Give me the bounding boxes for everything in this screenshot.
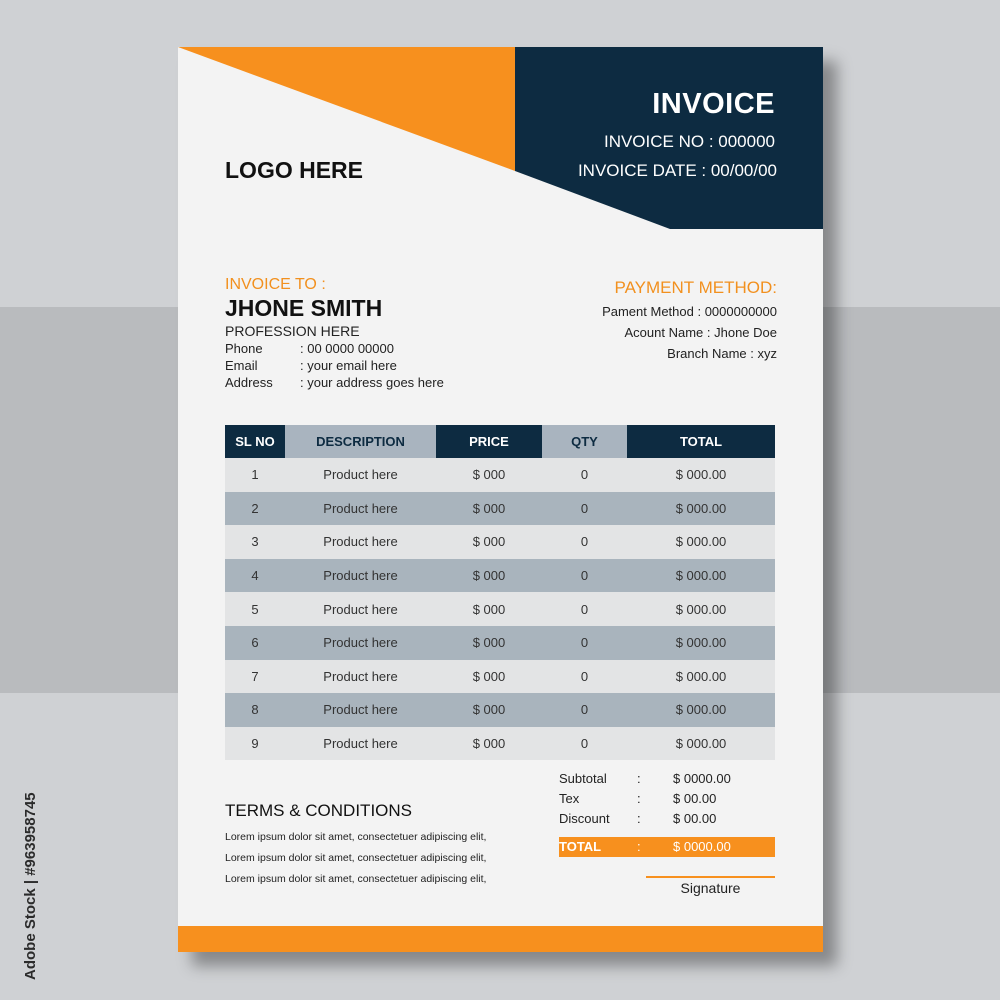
- sl-no-cell: 9: [225, 727, 285, 761]
- total-label: TOTAL: [559, 839, 602, 854]
- tax-value: $ 00.00: [673, 791, 717, 806]
- sl-no-cell: 2: [225, 492, 285, 526]
- client-name: JHONE SMITH: [225, 295, 383, 321]
- column-header-total: TOTAL: [627, 425, 775, 458]
- table-row: [225, 626, 775, 660]
- price-cell: $ 000: [436, 559, 542, 593]
- price-cell: $ 000: [436, 693, 542, 727]
- qty-cell: 0: [542, 525, 627, 559]
- separator: :: [637, 811, 641, 826]
- separator: :: [637, 771, 641, 786]
- grand-total-bar: [559, 837, 775, 857]
- total-cell: $ 000.00: [627, 525, 775, 559]
- price-cell: $ 000: [436, 458, 542, 492]
- subtotal-label: Subtotal: [559, 771, 607, 786]
- qty-cell: 0: [542, 492, 627, 526]
- column-header-description: DESCRIPTION: [285, 425, 436, 458]
- price-cell: $ 000: [436, 660, 542, 694]
- price-cell: $ 000: [436, 727, 542, 761]
- invoice-date: INVOICE DATE : 00/00/00: [577, 161, 777, 180]
- sl-no-cell: 3: [225, 525, 285, 559]
- sl-no-cell: 7: [225, 660, 285, 694]
- table-row: [225, 592, 775, 626]
- total-cell: $ 000.00: [627, 626, 775, 660]
- separator: :: [637, 791, 641, 806]
- signature-line: [646, 876, 775, 878]
- contact-value: : 00 0000 00000: [300, 341, 394, 356]
- contact-value: : your address goes here: [300, 375, 444, 390]
- sl-no-cell: 8: [225, 693, 285, 727]
- client-profession: PROFESSION HERE: [225, 323, 360, 339]
- total-cell: $ 000.00: [627, 592, 775, 626]
- description-cell: Product here: [285, 727, 436, 761]
- description-cell: Product here: [285, 693, 436, 727]
- terms-title: TERMS & CONDITIONS: [225, 801, 413, 820]
- table-row: [225, 660, 775, 694]
- discount-value: $ 00.00: [673, 811, 717, 826]
- terms-line: Lorem ipsum dolor sit amet, consectetuer adipiscing elit,: [225, 831, 487, 843]
- tax-row: [559, 791, 731, 811]
- column-header-sl-no: SL NO: [225, 425, 285, 458]
- items-table: [225, 425, 775, 760]
- description-cell: Product here: [285, 592, 436, 626]
- sl-no-cell: 6: [225, 626, 285, 660]
- tax-label: Tex: [559, 791, 580, 806]
- subtotal-value: $ 0000.00: [673, 771, 731, 786]
- price-cell: $ 000: [436, 492, 542, 526]
- column-header-qty: QTY: [542, 425, 627, 458]
- client-contact-list: [225, 341, 444, 392]
- table-row: [225, 492, 775, 526]
- contact-row-address: [225, 375, 444, 392]
- invoice-number: INVOICE NO : 000000: [603, 132, 775, 151]
- qty-cell: 0: [542, 559, 627, 593]
- invoice-title: INVOICE: [652, 88, 775, 120]
- payment-line: Pament Method : 0000000000: [602, 304, 777, 319]
- price-cell: $ 000: [436, 592, 542, 626]
- header-orange-shape: [178, 47, 515, 171]
- table-row: [225, 693, 775, 727]
- contact-row-phone: [225, 341, 444, 358]
- invoice-page: [178, 47, 823, 952]
- separator: :: [637, 839, 641, 854]
- invoice-to-label: INVOICE TO :: [225, 276, 326, 293]
- discount-label: Discount: [559, 811, 610, 826]
- payment-line: Acount Name : Jhone Doe: [624, 325, 777, 340]
- terms-line: Lorem ipsum dolor sit amet, consectetuer adipiscing elit,: [225, 873, 487, 885]
- sl-no-cell: 5: [225, 592, 285, 626]
- table-row: [225, 525, 775, 559]
- description-cell: Product here: [285, 626, 436, 660]
- sl-no-cell: 1: [225, 458, 285, 492]
- sl-no-cell: 4: [225, 559, 285, 593]
- terms-line: Lorem ipsum dolor sit amet, consectetuer adipiscing elit,: [225, 852, 487, 864]
- total-cell: $ 000.00: [627, 492, 775, 526]
- price-cell: $ 000: [436, 626, 542, 660]
- payment-details: [602, 304, 777, 367]
- description-cell: Product here: [285, 559, 436, 593]
- qty-cell: 0: [542, 660, 627, 694]
- description-cell: Product here: [285, 458, 436, 492]
- terms-text: [225, 831, 486, 894]
- qty-cell: 0: [542, 626, 627, 660]
- payment-line: Branch Name : xyz: [667, 346, 777, 361]
- description-cell: Product here: [285, 660, 436, 694]
- stock-id-label: Adobe Stock | #963958745: [22, 792, 39, 980]
- total-cell: $ 000.00: [627, 727, 775, 761]
- subtotal-row: [559, 771, 731, 791]
- table-header-row: [225, 425, 775, 458]
- total-cell: $ 000.00: [627, 559, 775, 593]
- contact-row-email: [225, 358, 444, 375]
- table-row: [225, 727, 775, 761]
- table-row: [225, 559, 775, 593]
- signature-label: Signature: [680, 880, 741, 896]
- payment-method-title: PAYMENT METHOD:: [614, 278, 777, 297]
- qty-cell: 0: [542, 458, 627, 492]
- total-cell: $ 000.00: [627, 693, 775, 727]
- totals-summary: [559, 771, 731, 831]
- description-cell: Product here: [285, 492, 436, 526]
- total-value: $ 0000.00: [673, 839, 731, 854]
- qty-cell: 0: [542, 693, 627, 727]
- footer-bar: [178, 926, 823, 952]
- total-cell: $ 000.00: [627, 458, 775, 492]
- logo-placeholder: LOGO HERE: [225, 157, 364, 183]
- total-cell: $ 000.00: [627, 660, 775, 694]
- discount-row: [559, 811, 731, 831]
- table-row: [225, 458, 775, 492]
- qty-cell: 0: [542, 727, 627, 761]
- contact-key: Address: [225, 375, 273, 390]
- column-header-price: PRICE: [436, 425, 542, 458]
- description-cell: Product here: [285, 525, 436, 559]
- contact-key: Email: [225, 358, 258, 373]
- contact-value: : your email here: [300, 358, 397, 373]
- contact-key: Phone: [225, 341, 263, 356]
- price-cell: $ 000: [436, 525, 542, 559]
- qty-cell: 0: [542, 592, 627, 626]
